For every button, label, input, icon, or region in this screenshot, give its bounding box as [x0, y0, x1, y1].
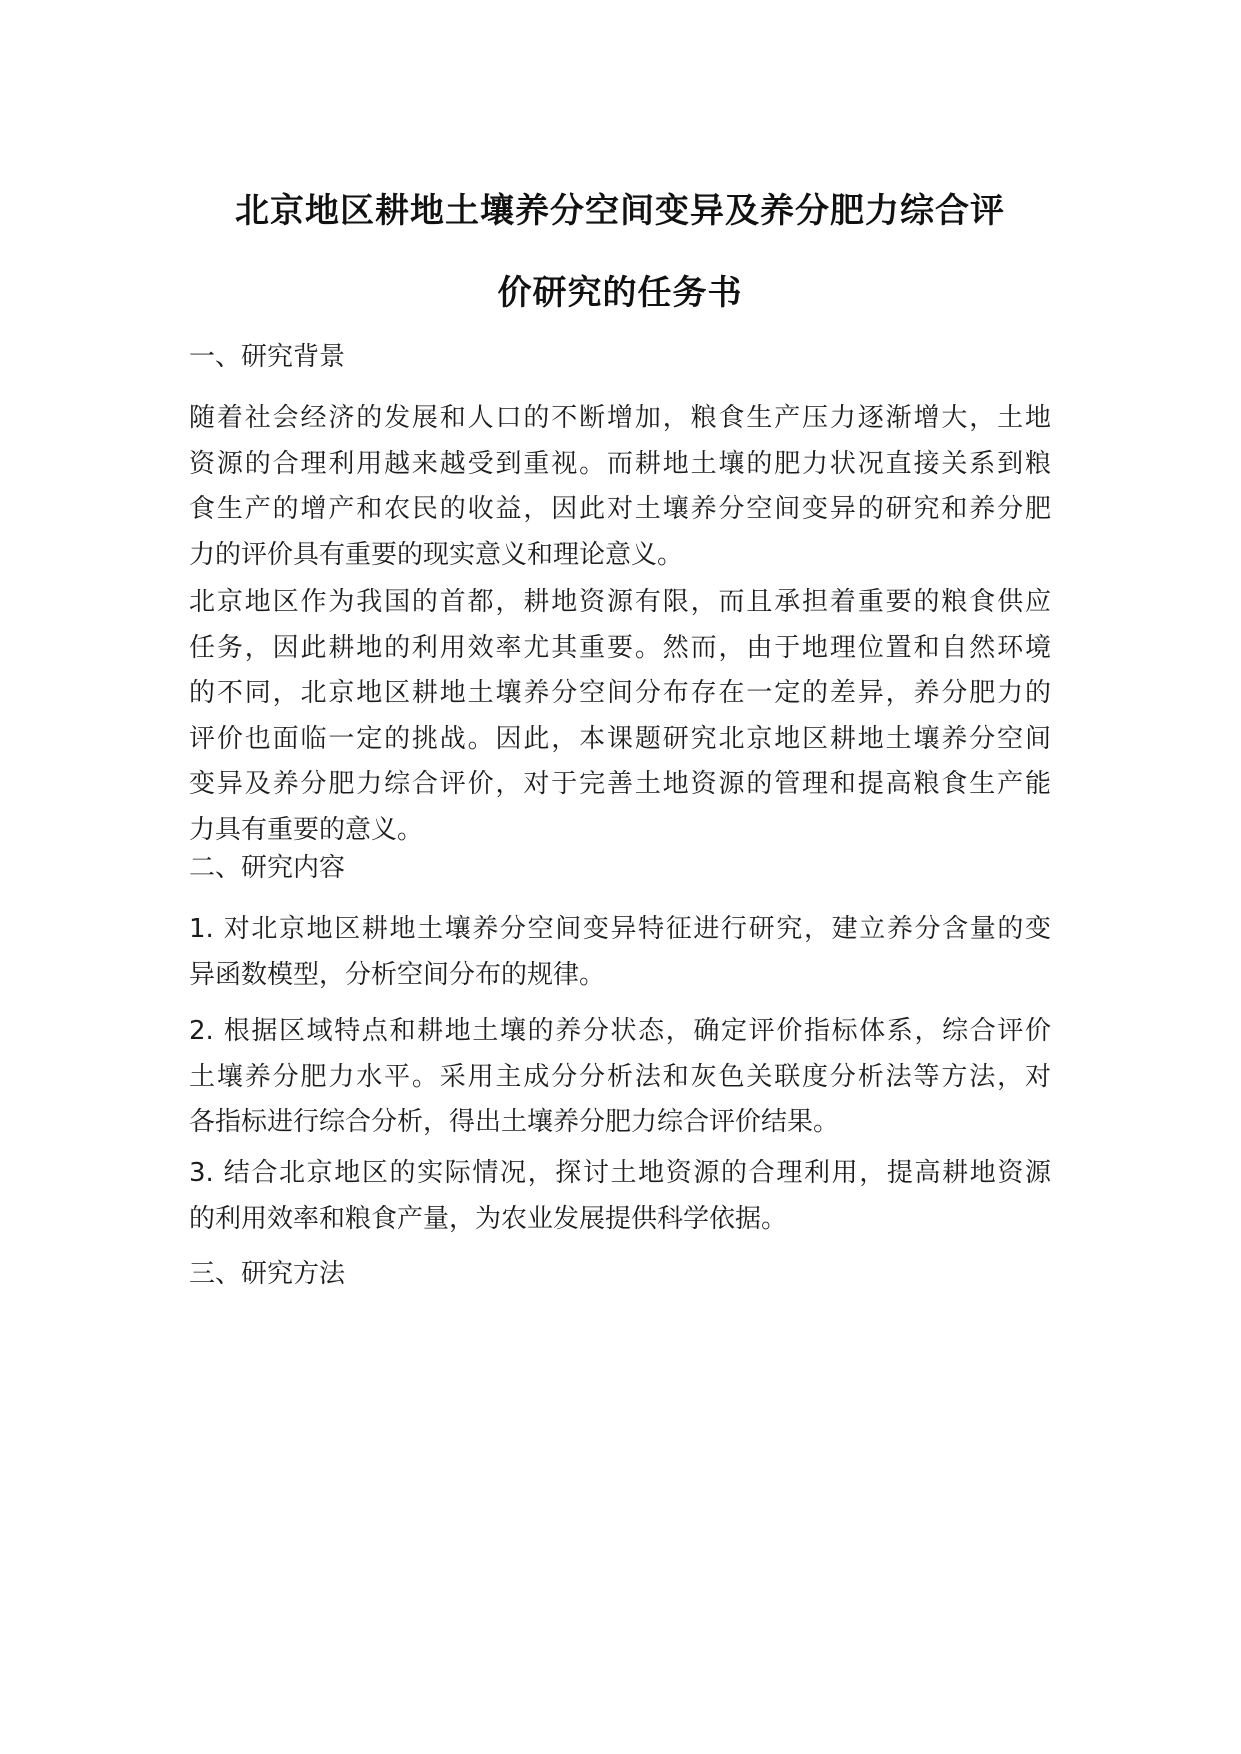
heading-text: 二、研究内容 [189, 853, 346, 883]
content-item-1 [189, 907, 1051, 998]
paragraph-line: 资源的合理利用越来越受到重视。而耕地土壤的肥力状况直接关系到粮 [189, 448, 1051, 479]
document-title [190, 170, 1050, 334]
paragraph-line: 评价也面临一定的挑战。因此，本课题研究北京地区耕地土壤养分空间 [189, 723, 1051, 754]
paragraph-line: 2. 根据区域特点和耕地土壤的养分状态，确定评价指标体系，综合评价 [189, 1016, 1051, 1046]
heading-text: 三、研究方法 [189, 1259, 346, 1289]
title-line-2: 价研究的任务书 [497, 273, 743, 313]
paragraph-line: 各指标进行综合分析，得出土壤养分肥力综合评价结果。 [189, 1107, 840, 1137]
paragraph-background-1 [189, 396, 1051, 578]
heading-text: 一、研究背景 [189, 342, 346, 372]
paragraph-line: 的不同，北京地区耕地土壤养分空间分布存在一定的差异，养分肥力的 [189, 678, 1051, 708]
paragraph-line: 的利用效率和粮食产量，为农业发展提供科学依据。 [189, 1203, 788, 1234]
section-heading-content [189, 846, 1051, 892]
section-heading-methods [189, 1252, 1051, 1298]
paragraph-background-2 [189, 580, 1051, 853]
section-heading-background [189, 335, 1051, 381]
paragraph-line: 力的评价具有重要的现实意义和理论意义。 [189, 539, 684, 570]
paragraph-line: 异函数模型，分析空间分布的规律。 [189, 959, 606, 990]
content-item-2 [189, 1009, 1051, 1146]
paragraph-line: 土壤养分肥力水平。采用主成分分析法和灰色关联度分析法等方法，对 [189, 1061, 1051, 1092]
content-item-3 [189, 1151, 1051, 1242]
paragraph-line: 变异及养分肥力综合评价，对于完善土地资源的管理和提高粮食生产能 [189, 769, 1051, 799]
paragraph-line: 3. 结合北京地区的实际情况，探讨土地资源的合理利用，提高耕地资源 [189, 1158, 1051, 1188]
paragraph-line: 1. 对北京地区耕地土壤养分空间变异特征进行研究，建立养分含量的变 [189, 914, 1051, 944]
paragraph-line: 力具有重要的意义。 [189, 814, 424, 845]
paragraph-line: 食生产的增产和农民的收益，因此对土壤养分空间变异的研究和养分肥 [189, 494, 1051, 524]
paragraph-line: 随着社会经济的发展和人口的不断增加，粮食生产压力逐渐增大，土地 [189, 403, 1051, 433]
paragraph-line: 北京地区作为我国的首都，耕地资源有限，而且承担着重要的粮食供应 [189, 587, 1051, 617]
title-line-1: 北京地区耕地土壤养分空间变异及养分肥力综合评 [235, 191, 1005, 231]
paragraph-line: 任务，因此耕地的利用效率尤其重要。然而，由于地理位置和自然环境 [189, 632, 1051, 663]
